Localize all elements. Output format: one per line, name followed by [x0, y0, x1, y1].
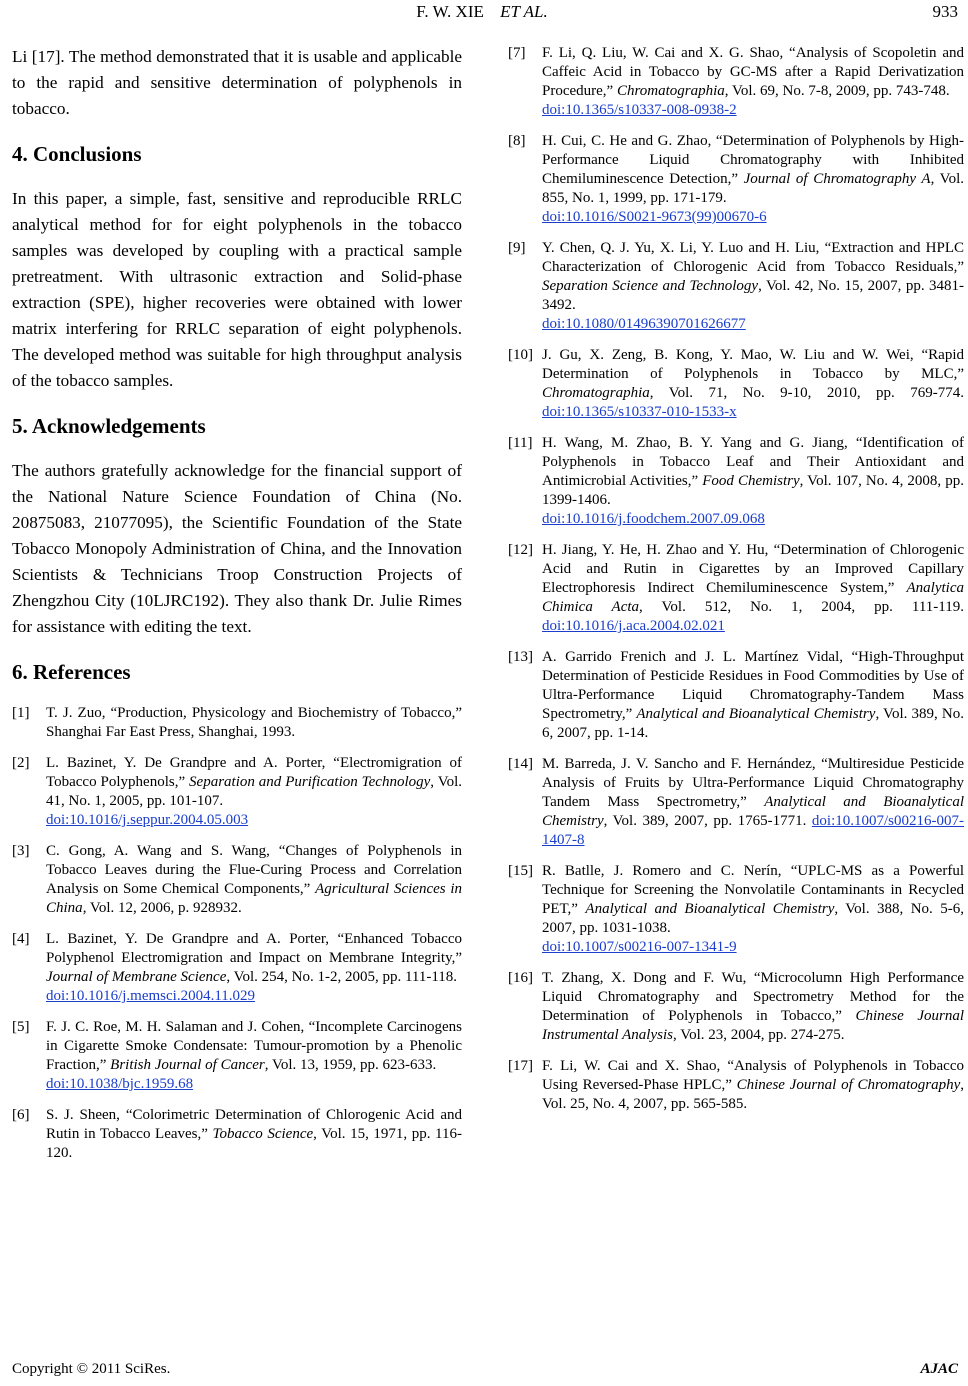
reference-number: [12]	[508, 542, 533, 558]
reference-text: T. Zhang, X. Dong and F. Wu, “Microcolumn High Performance Liquid Chromatography and Spectrometry Method for the Determination of Polyphenols in Tobacco,”	[542, 970, 964, 1024]
reference-text: J. Gu, X. Zeng, B. Kong, Y. Mao, W. Liu and W. Wei, “Rapid Determination of Polyphenols in Tobacco by MLC,”	[542, 347, 964, 382]
reference-item	[508, 434, 964, 529]
header-author: F. W. XIE	[416, 2, 484, 21]
reference-details: , Vol. 107, No. 4, 2008, pp. 1399-1406.	[542, 473, 964, 508]
reference-text: F. Li, W. Cai and X. Shao, “Analysis of Polyphenols in Tobacco Using Reversed-Phase HPLC,”	[542, 1058, 964, 1093]
left-column	[12, 44, 462, 1175]
reference-number: [5]	[12, 1019, 30, 1035]
reference-details: , Vol. 389, No. 6, 2007, pp. 1-14.	[542, 706, 964, 741]
reference-text: T. J. Zuo, “Production, Physicology and Biochemistry of Tobacco,” Shanghai Far East Press, Shanghai, 1993.	[46, 705, 462, 740]
reference-text: S. J. Sheen, “Colorimetric Determination of Chlorogenic Acid and Rutin in Tobacco Leaves,”	[46, 1107, 462, 1142]
reference-details: , Vol. 388, No. 5-6, 2007, pp. 1031-1038.	[542, 901, 964, 936]
reference-text: Y. Chen, Q. J. Yu, X. Li, Y. Luo and H. Liu, “Extraction and HPLC Characterization of Chlorogenic Acid from Tobacco Residuals,”	[542, 240, 964, 275]
reference-number: [13]	[508, 649, 533, 665]
reference-item	[12, 930, 462, 1006]
reference-number: [8]	[508, 133, 526, 149]
reference-item	[12, 1018, 462, 1094]
reference-item	[508, 346, 964, 422]
reference-number: [9]	[508, 240, 526, 256]
reference-details: , Vol. 13, 1959, pp. 623-633.	[264, 1057, 437, 1073]
reference-item	[508, 541, 964, 636]
reference-details: , Vol. 12, 2006, p. 928932.	[82, 900, 242, 916]
intro-paragraph: Li [17]. The method demonstrated that it is usable and applicable to the rapid and sensitive determination of polyphenols in tobacco.	[12, 47, 462, 118]
right-column	[508, 44, 964, 1126]
reference-item	[508, 648, 964, 743]
reference-item	[508, 1057, 964, 1114]
doi-link[interactable]: doi:10.1080/01496390701626677	[542, 316, 746, 332]
reference-details: , Vol. 15, 1971, pp. 116-120.	[46, 1126, 462, 1161]
reference-number: [3]	[12, 843, 30, 859]
reference-journal: Separation Science and Technology	[542, 278, 759, 294]
reference-item	[508, 969, 964, 1045]
reference-details: , Vol. 41, No. 1, 2005, pp. 101-107.	[46, 774, 463, 809]
reference-text: F. Li, Q. Liu, W. Cai and X. G. Shao, “Analysis of Scopoletin and Caffeic Acid in Tobacco by GC-MS after a Rapid Derivatization Procedure,”	[542, 45, 964, 99]
page-number: 933	[932, 2, 958, 21]
conclusions-paragraph: In this paper, a simple, fast, sensitive and reproducible RRLC analytical method for for eight polyphenols in the tobacco samples was developed by coupling with a practical sample pretreatment. With ultrasonic extraction and Solid-phase extraction (SPE), higher recoveries were obtained with lower matrix interfering for RRLC separation of eight polyphenols. The developed method was suitable for high throughput analysis of the tobacco samples.	[12, 189, 462, 390]
doi-link[interactable]: doi:10.1007/s00216-007-1407-8	[542, 813, 964, 848]
doi-link[interactable]: doi:10.1016/j.seppur.2004.05.003	[46, 812, 249, 828]
reference-text: H. Wang, M. Zhao, B. Y. Yang and G. Jiang, “Identification of Polyphenols in Tobacco Leaf and Their Antioxidant and Antimicrobial Activities,”	[542, 435, 964, 489]
reference-item	[12, 754, 462, 830]
conclusions-heading: 4. Conclusions	[12, 142, 142, 166]
doi-link[interactable]: doi:10.1016/j.aca.2004.02.021	[542, 618, 725, 634]
running-header	[0, 2, 968, 22]
reference-text: A. Garrido Frenich and J. L. Martínez Vidal, “High-Throughput Determination of Pesticide Residues in Food Commodities by Use of Ultra-Performance Liquid Chromatography-Tandem Mass Spectrometry,”	[542, 649, 964, 722]
reference-journal: Chromatographia	[616, 83, 725, 99]
reference-text: F. J. C. Roe, M. H. Salaman and J. Cohen, “Incomplete Carcinogens in Cigarette Smoke Condensate: Tumour-promotion by a Phenolic Fraction,”	[46, 1019, 462, 1073]
reference-journal: Chromatographia	[542, 385, 650, 401]
reference-number: [10]	[508, 347, 533, 363]
reference-text: H. Jiang, Y. He, H. Zhao and Y. Hu, “Determination of Chlorogenic Acid and Rutin in Cigarettes by an Improved Capillary Electrophoresis Indirect Chemiluminescence System,”	[542, 542, 964, 596]
reference-details: , Vol. 389, 2007, pp. 1765-1771.	[603, 813, 812, 829]
reference-text: M. Barreda, J. V. Sancho and F. Hernández, “Multiresidue Pesticide Analysis of Fruits by Ultra-Performance Liquid Chromatography Tandem Mass Spectrometry,”	[542, 756, 964, 810]
reference-details: , Vol. 25, No. 4, 2007, pp. 565-585.	[542, 1077, 965, 1112]
reference-details: , Vol. 71, No. 9-10, 2010, pp. 769-774.	[649, 385, 964, 401]
references-heading: 6. References	[12, 660, 131, 684]
header-etal: ET AL.	[500, 2, 548, 21]
reference-item	[12, 1106, 462, 1163]
reference-list-right	[508, 44, 964, 1114]
reference-number: [15]	[508, 863, 533, 879]
reference-text: R. Batlle, J. Romero and C. Nerín, “UPLC-MS as a Powerful Technique for Screening the Nonvolatile Contaminants in Recycled PET,”	[542, 863, 964, 917]
reference-journal: Chinese Journal Instrumental Analysis	[542, 1008, 964, 1043]
reference-item	[508, 44, 964, 120]
reference-item	[12, 842, 462, 918]
reference-journal: Separation and Purification Technology	[189, 774, 431, 790]
reference-journal: Tobacco Science	[212, 1126, 314, 1142]
doi-link[interactable]: doi:10.1365/s10337-008-0938-2	[542, 102, 737, 118]
copyright-footer: Copyright © 2011 SciRes.	[12, 1361, 171, 1377]
reference-journal: Agricultural Sciences in China	[46, 881, 462, 916]
reference-journal: Analytical and Bioanalytical Chemistry	[636, 706, 876, 722]
reference-journal: Analytical and Bioanalytical Chemistry	[585, 901, 835, 917]
reference-text: L. Bazinet, Y. De Grandpre and A. Porter, “Electromigration of Tobacco Polyphenols,”	[46, 755, 462, 790]
reference-details: , Vol. 69, No. 7-8, 2009, pp. 743-748.	[724, 83, 950, 99]
doi-link[interactable]: doi:10.1016/j.memsci.2004.11.029	[46, 988, 256, 1004]
acknowledgements-paragraph: The authors gratefully acknowledge for the financial support of the National Nature Science Foundation of China (No. 20875083, 21077095), the Scientific Foundation of the State Tobacco Monopoly Administration of China, and the Innovation Scientists & Technicians Troop Construction Projects of Zhengzhou City (10LJRC192). They also thank Dr. Julie Rimes for assistance with editing the text.	[12, 461, 462, 636]
reference-item	[508, 132, 964, 227]
reference-number: [4]	[12, 931, 30, 947]
reference-number: [17]	[508, 1058, 533, 1074]
reference-journal: Analytical and Bioanalytical Chemistry	[542, 794, 965, 829]
reference-number: [16]	[508, 970, 533, 986]
reference-number: [2]	[12, 755, 30, 771]
doi-link[interactable]: doi:10.1016/j.foodchem.2007.09.068	[542, 511, 765, 527]
reference-number: [11]	[508, 435, 533, 451]
reference-journal: Journal of Membrane Science	[46, 969, 227, 985]
reference-number: [14]	[508, 756, 533, 772]
reference-journal: Food Chemistry	[702, 473, 800, 489]
reference-text: C. Gong, A. Wang and S. Wang, “Changes of Polyphenols in Tobacco Leaves during the Flue-Curing Process and Correlation Analysis on Some Chemical Components,”	[46, 843, 462, 897]
acknowledgements-heading: 5. Acknowledgements	[12, 414, 206, 438]
reference-item	[12, 704, 462, 742]
reference-details: , Vol. 254, No. 1-2, 2005, pp. 111-118.	[226, 969, 458, 985]
reference-item	[508, 755, 964, 850]
doi-link[interactable]: doi:10.1038/bjc.1959.68	[46, 1076, 194, 1092]
reference-item	[508, 239, 964, 334]
reference-list-left	[12, 704, 462, 1163]
reference-journal: British Journal of Cancer	[110, 1057, 265, 1073]
reference-journal: Journal of Chromatography A	[743, 171, 931, 187]
doi-link[interactable]: doi:10.1016/S0021-9673(99)00670-6	[542, 209, 767, 225]
reference-journal: Chinese Journal of Chromatography	[736, 1077, 961, 1093]
reference-number: [6]	[12, 1107, 30, 1123]
reference-details: , Vol. 855, No. 1, 1999, pp. 171-179.	[542, 171, 964, 206]
reference-number: [1]	[12, 705, 30, 721]
reference-text: L. Bazinet, Y. De Grandpre and A. Porter, “Enhanced Tobacco Polyphenol Electromigration and Impact on Membrane Integrity,”	[46, 931, 462, 966]
reference-journal: Analytica Chimica Acta	[542, 580, 964, 615]
reference-text: H. Cui, C. He and G. Zhao, “Determination of Polyphenols by High-Performance Liquid Chromatography with Inhibited Chemiluminescence Detection,”	[542, 133, 964, 187]
reference-details: , Vol. 23, 2004, pp. 274-275.	[672, 1027, 845, 1043]
reference-details: , Vol. 512, No. 1, 2004, pp. 111-119.	[639, 599, 964, 615]
journal-abbrev: AJAC	[920, 1361, 958, 1377]
doi-link[interactable]: doi:10.1007/s00216-007-1341-9	[542, 939, 737, 955]
reference-number: [7]	[508, 45, 526, 61]
doi-link[interactable]: doi:10.1365/s10337-010-1533-x	[542, 404, 737, 420]
reference-details: , Vol. 42, No. 15, 2007, pp. 3481-3492.	[542, 278, 965, 313]
reference-item	[508, 862, 964, 957]
